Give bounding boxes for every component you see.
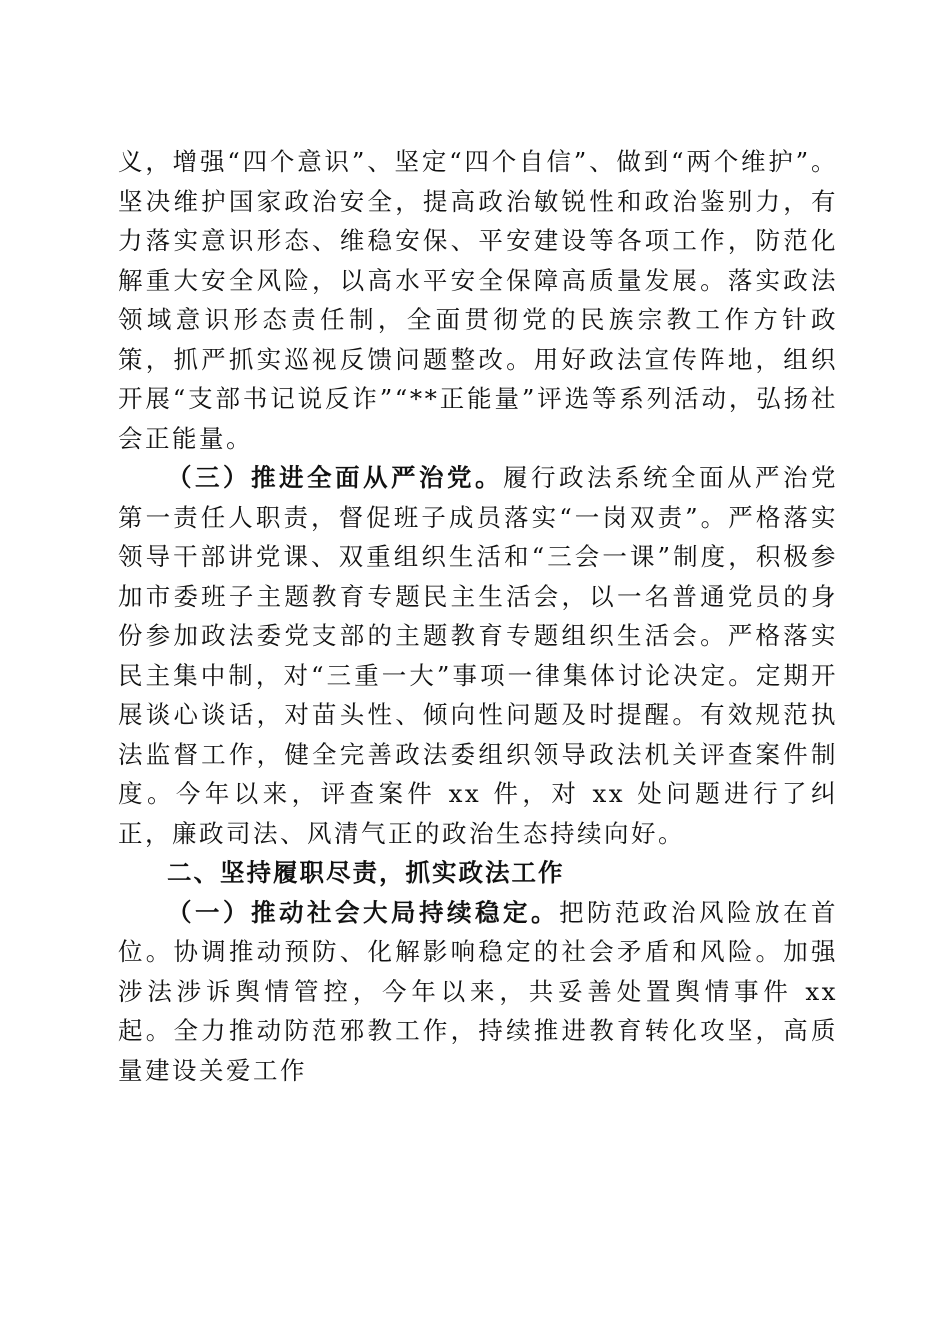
document-body bbox=[118, 142, 838, 1090]
paragraph-body-party-discipline: 履行政法系统全面从严治党第一责任人职责，督促班子成员落实“一岗双责”。严格落实领导干部讲党课、双重组织生活和“三会一课”制度，积极参加市委班子主题教育专题民主生活会，以一名普通党员的身份参加政法委党支部的主题教育专题组织生活会。严格落实民主集中制，对“三重一大”事项一律集体讨论决定。定期开展谈心谈话，对苗头性、倾向性问题及时提醒。有效规范执法监督工作，健全完善政法委组织领导政法机关评查案件制度。今年以来，评查案件 xx 件，对 xx 处问题进行了纠正，廉政司法、风清气正的政治生态持续向好。 bbox=[118, 463, 838, 848]
paragraph-party-discipline bbox=[118, 458, 838, 853]
paragraph-lead-social-stability: （一）推动社会大局持续稳定。 bbox=[167, 897, 559, 927]
paragraph-ideology-security: 义，增强“四个意识”、坚定“四个自信”、做到“两个维护”。坚决维护国家政治安全，提高政治敏锐性和政治鉴别力，有力落实意识形态、维稳安保、平安建设等各项工作，防范化解重大安全风险，以高水平安全保障高质量发展。落实政法领域意识形态责任制，全面贯彻党的民族宗教工作方针政策，抓严抓实巡视反馈问题整改。用好政法宣传阵地，组织开展“支部书记说反诈”“**正能量”评选等系列活动，弘扬社会正能量。 bbox=[118, 147, 838, 453]
section-heading-two: 二、坚持履职尽责，抓实政法工作 bbox=[167, 858, 565, 887]
paragraph-lead-party-discipline: （三）推进全面从严治党。 bbox=[167, 463, 503, 492]
paragraph-body-social-stability: 把防范政治风险放在首位。协调推动预防、化解影响稳定的社会矛盾和风险。加强涉法涉诉舆情管控，今年以来，共妥善处置舆情事件 xx 起。全力推动防范邪教工作，持续推进教育转化攻坚，高质量建设关爱工作 bbox=[118, 897, 838, 1085]
paragraph-social-stability bbox=[118, 893, 838, 1091]
